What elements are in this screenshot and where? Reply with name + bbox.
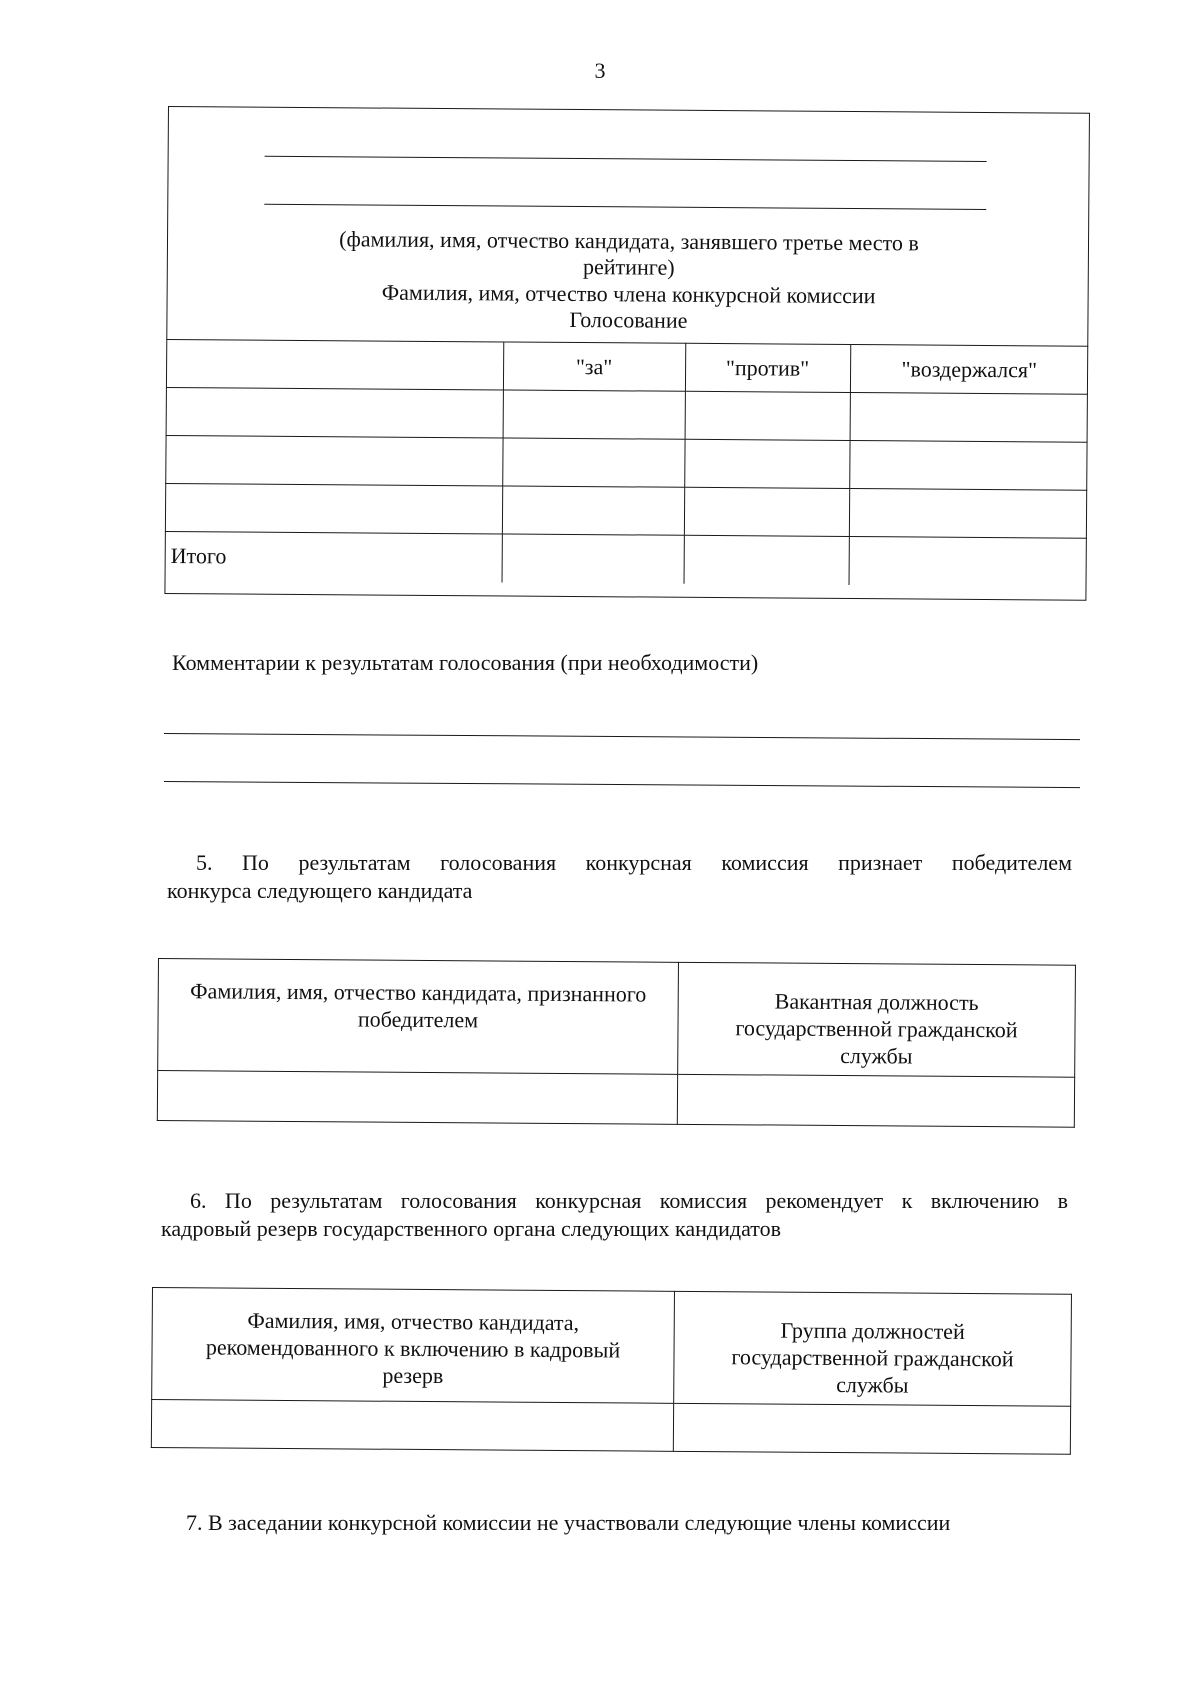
comments-label: Комментарии к результатам голосования (при необходимости) [172, 650, 759, 675]
section5-line1: 5. По результатам голосования конкурсная комиссия признает победителем [196, 850, 1072, 875]
comments-blank-line-2 [164, 781, 1080, 788]
reserve-table-header [152, 1288, 1072, 1407]
voting-table [165, 339, 1089, 586]
table-cell [165, 435, 502, 485]
table-cell [850, 393, 1088, 443]
table-cell [502, 438, 684, 487]
table-row [151, 1400, 1070, 1455]
voting-header-abstained: "воздержался" [850, 345, 1088, 395]
voting-header-for: "за" [503, 342, 685, 391]
voting-table-block [164, 106, 1090, 601]
table-cell [684, 535, 849, 584]
table-cell [151, 1400, 673, 1452]
winner-table [157, 958, 1076, 1128]
table-row [165, 483, 1087, 538]
section5-line2: конкурса следующего кандидата [167, 878, 473, 903]
section6-line1: 6. По результатам голосования конкурсная комиссия рекомендует к включению в [190, 1188, 1068, 1213]
table-cell [502, 534, 684, 583]
table-row [166, 387, 1088, 442]
total-row [165, 531, 1087, 586]
table-cell [684, 439, 849, 488]
reserve-name-header: Фамилия, имя, отчество кандидата, рекомендованного к включению в кадровый резерв [152, 1288, 675, 1404]
voting-header-blank [166, 339, 503, 389]
table-row [157, 1071, 1074, 1128]
table-cell [685, 391, 850, 440]
table-cell [684, 487, 849, 536]
name-blank-line-2 [264, 204, 986, 210]
table-cell [502, 486, 684, 535]
page-number: 3 [594, 58, 606, 83]
winner-name-header: Фамилия, имя, отчество кандидата, признанного победителем [158, 959, 679, 1075]
table-cell [849, 537, 1087, 587]
voting-caption: Голосование [569, 306, 688, 333]
position-group-header: Группа должностей государственной гражданской службы [674, 1291, 1072, 1406]
reserve-table [151, 1287, 1072, 1455]
total-label: Итого [165, 531, 502, 581]
section7-text: 7. В заседании конкурсной комиссии не участвовали следующие члены комиссии [186, 1510, 951, 1535]
table-cell [677, 1074, 1074, 1127]
comments-blank-line-1 [164, 733, 1080, 740]
vacant-position-header: Вакантная должность государственной гражданской службы [678, 962, 1076, 1077]
table-cell [849, 441, 1087, 491]
table-cell [503, 390, 685, 439]
table-cell [157, 1071, 677, 1125]
candidate-caption-cont: рейтинге) [582, 254, 675, 280]
table-row [165, 435, 1087, 490]
table-cell [673, 1403, 1070, 1454]
voting-header-against: "против" [685, 343, 850, 392]
candidate-caption: (фамилия, имя, отчество кандидата, занявшего третье место в [339, 226, 919, 256]
member-caption: Фамилия, имя, отчество члена конкурсной комиссии [381, 279, 876, 309]
table-cell [166, 387, 503, 437]
table-cell [165, 483, 502, 533]
name-blank-line-1 [265, 156, 987, 162]
voting-header-row [166, 339, 1088, 394]
section6-line2: кадровый резерв государственного органа следующих кандидатов [161, 1216, 781, 1241]
winner-table-header [158, 959, 1076, 1078]
table-cell [849, 489, 1087, 539]
